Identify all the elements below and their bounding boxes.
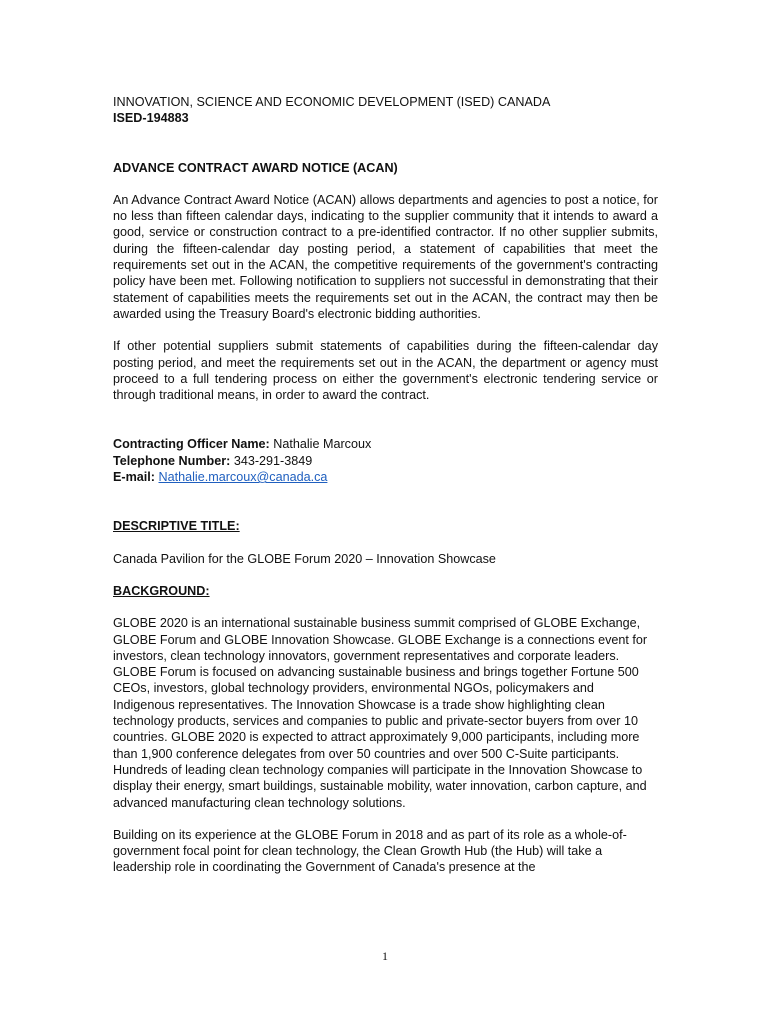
document-content (113, 94, 658, 876)
contact-phone (113, 453, 658, 469)
background-paragraph-1: GLOBE 2020 is an international sustainable business summit comprised of GLOBE Exchange, GLOBE Forum and GLOBE Innovation Showcase. GLOBE Exchange is a connections event for investors, clean technology innovators, government representatives and corporate leaders. GLOBE Forum is focused on advancing sustainable business and brings together Fortune 500 CEOs, investors, global technology providers, environmental NGOs, policymakers and Indigenous representatives. The Innovation Showcase is a trade show highlighting clean technology products, services and companies to public and private-sector buyers from over 10 countries. GLOBE 2020 is expected to attract approximately 9,000 participants, including more than 1,900 conference delegates from over 50 countries and over 500 C-Suite participants. Hundreds of leading clean technology companies will participate in the Innovation Showcase to display their energy, smart buildings, sustainable mobility, water innovation, carbon capture, and advanced manufacturing clean technology solutions. (113, 616, 648, 810)
officer-name: Nathalie Marcoux (273, 437, 372, 452)
intro-paragraph-2: If other potential suppliers submit statements of capabilities during the fifteen-calendar day posting period, and meet the requirements set out in the ACAN, the department or agency must proceed to a full tendering process on either the government's electronic tendering service or through traditional means, in order to award the contract. (113, 339, 658, 403)
email-label: E-mail: (113, 470, 155, 485)
page-number: 1 (382, 949, 388, 963)
contact-email (113, 469, 658, 485)
officer-label: Contracting Officer Name: (113, 437, 270, 452)
background-heading: BACKGROUND: (113, 583, 210, 598)
phone-label: Telephone Number: (113, 453, 231, 468)
email-link[interactable]: Nathalie.marcoux@canada.ca (158, 470, 328, 485)
contact-block (113, 436, 658, 485)
department-name: INNOVATION, SCIENCE AND ECONOMIC DEVELOPMENT (ISED) CANADA (113, 95, 551, 109)
notice-title: ADVANCE CONTRACT AWARD NOTICE (ACAN) (113, 160, 398, 175)
reference-number: ISED-194883 (113, 111, 189, 126)
phone-number: 343-291-3849 (233, 453, 313, 468)
descriptive-title-heading: DESCRIPTIVE TITLE: (113, 519, 240, 534)
contact-officer (113, 436, 658, 452)
descriptive-title-text: Canada Pavilion for the GLOBE Forum 2020 – Innovation Showcase (113, 551, 496, 566)
background-paragraph-2: Building on its experience at the GLOBE Forum in 2018 and as part of its role as a whole-of-government focal point for clean technology, the Clean Growth Hub (the Hub) will take a leadership role in coordinating the Government of Canada's presence at the (113, 827, 627, 875)
intro-paragraph-1: An Advance Contract Award Notice (ACAN) allows departments and agencies to post a notice, for no less than fifteen calendar days, indicating to the supplier community that it intends to award a good, service or construction contract to a pre-identified contractor. If no other supplier submits, during the fifteen-calendar day posting period, a statement of capabilities that meet the requirements set out in the ACAN, the competitive requirements of the government's contracting policy have been met. Following notification to suppliers not successful in demonstrating that their statement of capabilities meets the requirements set out in the ACAN, the contract may then be awarded using the Treasury Board's electronic bidding authorities. (113, 192, 658, 321)
